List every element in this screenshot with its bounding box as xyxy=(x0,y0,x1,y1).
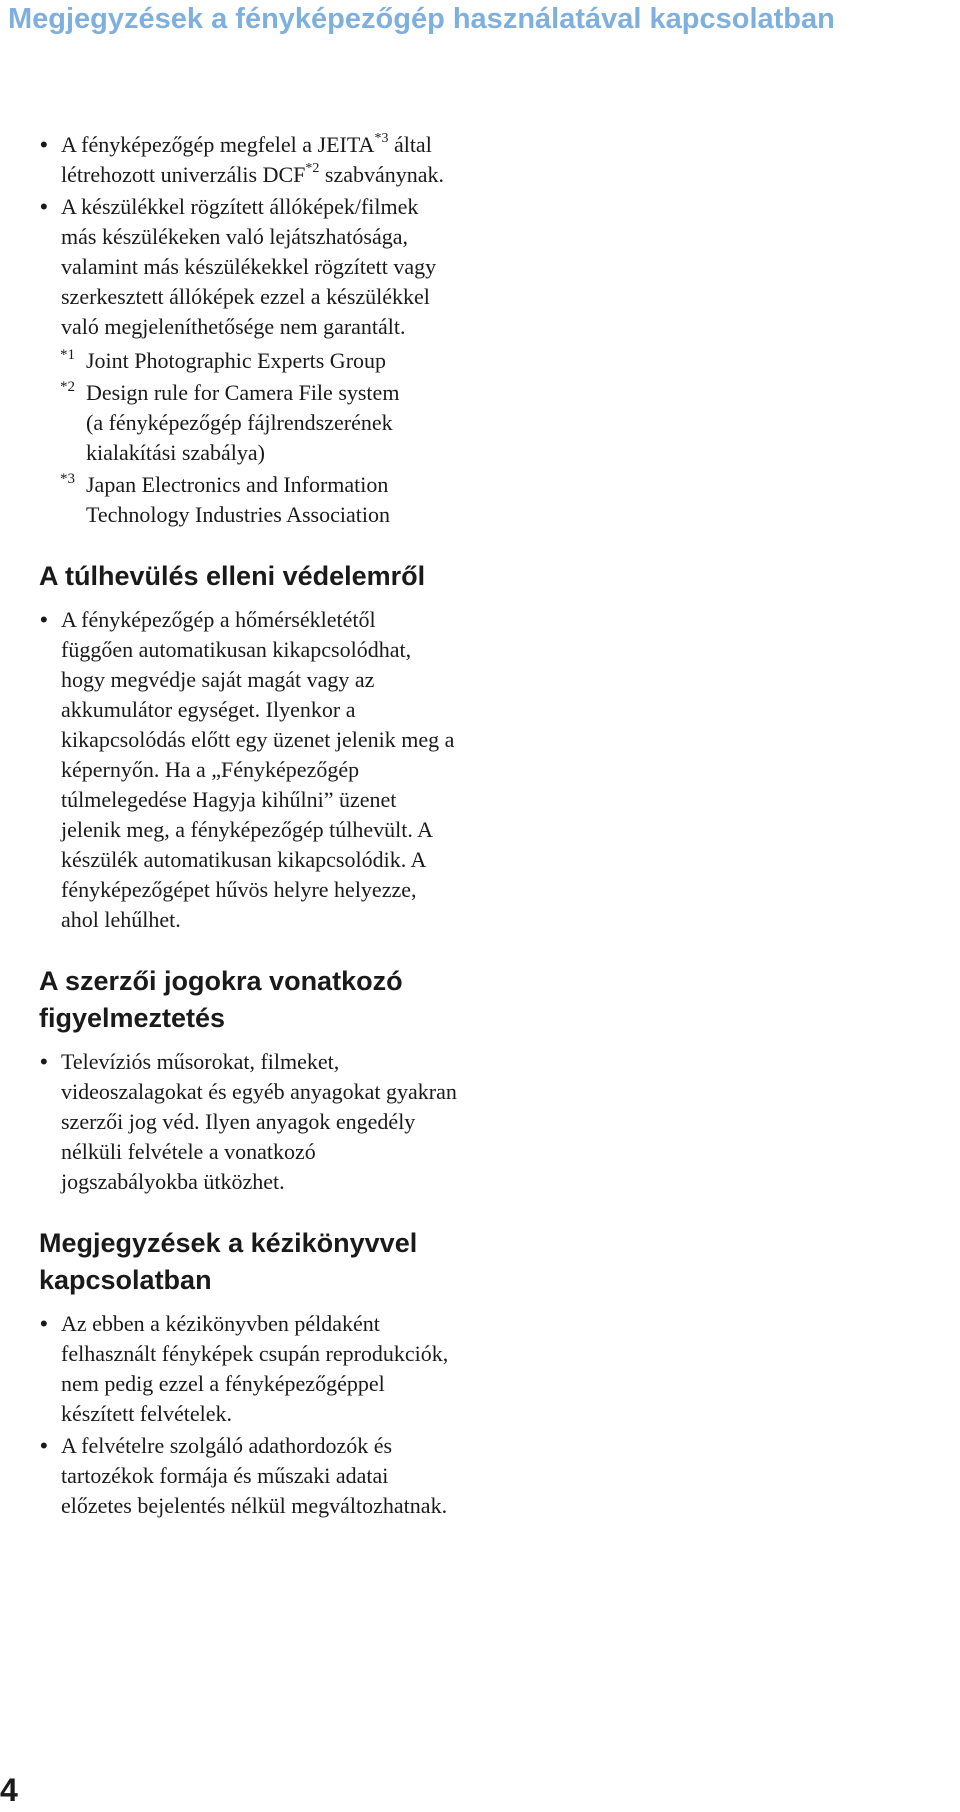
section-heading-copyright: A szerzői jogokra vonatkozó figyelmeztetés xyxy=(39,966,403,1033)
text-line: függően automatikusan kikapcsolódhat, xyxy=(61,637,412,662)
text-line: nem pedig ezzel a fényképezőgéppel xyxy=(61,1371,385,1396)
text-line: kialakítási szabálya) xyxy=(86,440,265,465)
footnote xyxy=(60,378,600,468)
text-line: • A felvételre szolgáló adathordozók és xyxy=(61,1433,393,1458)
footnote-ref: *3 xyxy=(374,130,389,146)
text-line: nélküli felvétele a vonatkozó xyxy=(61,1139,316,1164)
text-line: más készülékeken való lejátszhatósága, xyxy=(61,224,408,249)
text-line: akkumulátor egységet. Ilyenkor a xyxy=(61,697,356,722)
footnotes xyxy=(40,346,600,530)
text-line: Japan Electronics and Information xyxy=(86,472,389,497)
section-heading-manual: Megjegyzések a kézikönyvvel kapcsolatban xyxy=(39,1228,418,1295)
text-line: ahol lehűlhet. xyxy=(61,907,181,932)
text-line: jogszabályokba ütközhet. xyxy=(61,1169,285,1194)
text-line: előzetes bejelentés nélkül megváltozhatnak. xyxy=(61,1493,448,1518)
footnote-mark: *1 xyxy=(60,347,75,363)
text-line: képernyőn. Ha a „Fényképezőgép xyxy=(61,757,360,782)
text-line: szerkesztett állóképek ezzel a készülékkel xyxy=(61,284,430,309)
text-line: videoszalagokat és egyéb anyagokat gyakran xyxy=(61,1079,457,1104)
page-number: 4 xyxy=(0,1772,18,1808)
text-line: valamint más készülékekkel rögzített vagy xyxy=(61,254,437,279)
text-line: tartozékok formája és műszaki adatai xyxy=(61,1463,389,1488)
list-item xyxy=(40,1047,600,1197)
text-line: • A készülékkel rögzített állóképek/filmek xyxy=(61,194,419,219)
footnote-mark: *3 xyxy=(60,471,75,487)
text-line: felhasznált fényképek csupán reprodukciók, xyxy=(61,1341,449,1366)
text-line: hogy megvédje saját magát vagy az xyxy=(61,667,375,692)
text-line: létrehozott univerzális DCF$^{*2}$ szabványnak. xyxy=(61,160,445,187)
list-item xyxy=(40,192,600,342)
text-line: Design rule for Camera File system xyxy=(86,380,400,405)
text-line: készített felvételek. xyxy=(61,1401,233,1426)
list-item xyxy=(40,1309,600,1429)
text-line: fényképezőgépet hűvös helyre helyezze, xyxy=(61,877,417,902)
text-line: (a fényképezőgép fájlrendszerének xyxy=(86,410,393,435)
section-heading-overheat: A túlhevülés elleni védelemről xyxy=(39,561,426,591)
text-line: • Az ebben a kézikönyvben példaként xyxy=(61,1311,380,1336)
text-line: • A fényképezőgép a hőmérsékletétől xyxy=(61,607,376,632)
content-column xyxy=(40,130,600,1521)
footnote-mark: *2 xyxy=(60,379,75,395)
text-line: • Televíziós műsorokat, filmeket, xyxy=(61,1049,340,1074)
footnote xyxy=(60,346,600,376)
list-item xyxy=(40,605,600,935)
footnote xyxy=(60,470,600,530)
page-title: Megjegyzések a fényképezőgép használatával kapcsolatban xyxy=(8,3,835,35)
text-line: túlmelegedése Hagyja kihűlni” üzenet xyxy=(61,787,397,812)
text-line: szerzői jog véd. Ilyen anyagok engedély xyxy=(61,1109,416,1134)
text-line: jelenik meg, a fényképezőgép túlhevült. A xyxy=(61,817,434,842)
footnote-ref: *2 xyxy=(305,160,320,176)
text-line: Joint Photographic Experts Group xyxy=(86,348,387,373)
text-line: kikapcsolódás előtt egy üzenet jelenik meg a xyxy=(61,727,455,752)
text-line: való megjeleníthetősége nem garantált. xyxy=(61,314,406,339)
text-line: Technology Industries Association xyxy=(86,502,390,527)
list-item xyxy=(40,130,600,190)
list-item xyxy=(40,1431,600,1521)
text-line: • A fényképezőgép megfelel a JEITA$^{*3}$ által xyxy=(61,130,432,157)
text-line: készülék automatikusan kikapcsolódik. A xyxy=(61,847,427,872)
